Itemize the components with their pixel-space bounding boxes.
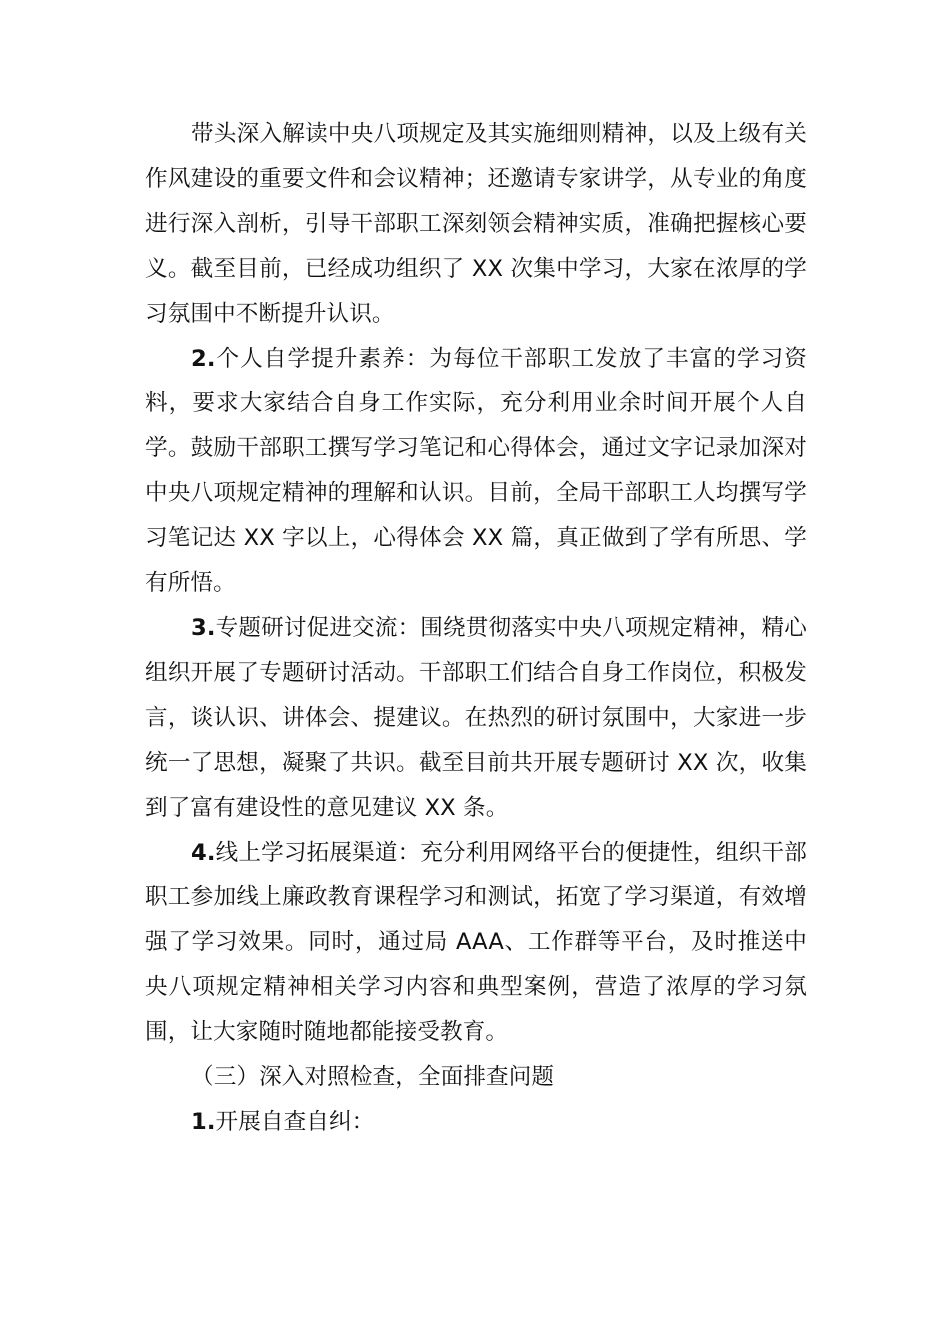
- subsection-heading: [145, 1100, 807, 1145]
- paragraph-online-study: [145, 831, 807, 1056]
- document-body: [145, 112, 807, 1145]
- paragraph-self-study: [145, 337, 807, 606]
- paragraph-number: 2.: [191, 345, 216, 372]
- paragraph-intro: [145, 112, 807, 337]
- paragraph-seminar: [145, 606, 807, 831]
- paragraph-number: 3.: [191, 614, 216, 641]
- paragraph-text: 开展自查自纠：: [215, 1108, 375, 1135]
- paragraph-text: 专题研讨促进交流：围绕贯彻落实中央八项规定精神，精心组织开展了专题研讨活动。干部职工们结合自身工作岗位，积极发言，谈认识、讲体会、提建议。在热烈的研讨氛围中，大家进一步统一了思想，凝聚了共识。截至目前共开展专题研讨 XX 次，收集到了富有建设性的意见建议 XX 条。: [145, 614, 807, 821]
- paragraph-number: 1.: [191, 1108, 216, 1135]
- paragraph-text: 线上学习拓展渠道：充分利用网络平台的便捷性，组织干部职工参加线上廉政教育课程学习和测试，拓宽了学习渠道，有效增强了学习效果。同时，通过局 AAA、工作群等平台，及时推送中央八项规定精神相关学习内容和典型案例，营造了浓厚的学习氛围，让大家随时随地都能接受教育。: [145, 839, 807, 1046]
- section-heading: [145, 1055, 807, 1100]
- paragraph-number: 4.: [191, 839, 216, 866]
- paragraph-text: （三）深入对照检查，全面排查问题: [191, 1064, 555, 1091]
- paragraph-text: 个人自学提升素养：为每位干部职工发放了丰富的学习资料，要求大家结合自身工作实际，充分利用业余时间开展个人自学。鼓励干部职工撰写学习笔记和心得体会，通过文字记录加深对中央八项规定精神的理解和认识。目前，全局干部职工人均撰写学习笔记达 XX 字以上，心得体会 XX 篇，真正做到了学有所思、学有所悟。: [145, 345, 807, 597]
- paragraph-text: 带头深入解读中央八项规定及其实施细则精神，以及上级有关作风建设的重要文件和会议精神；还邀请专家讲学，从专业的角度进行深入剖析，引导干部职工深刻领会精神实质，准确把握核心要义。截至目前，已经成功组织了 XX 次集中学习，大家在浓厚的学习氛围中不断提升认识。: [145, 121, 807, 327]
